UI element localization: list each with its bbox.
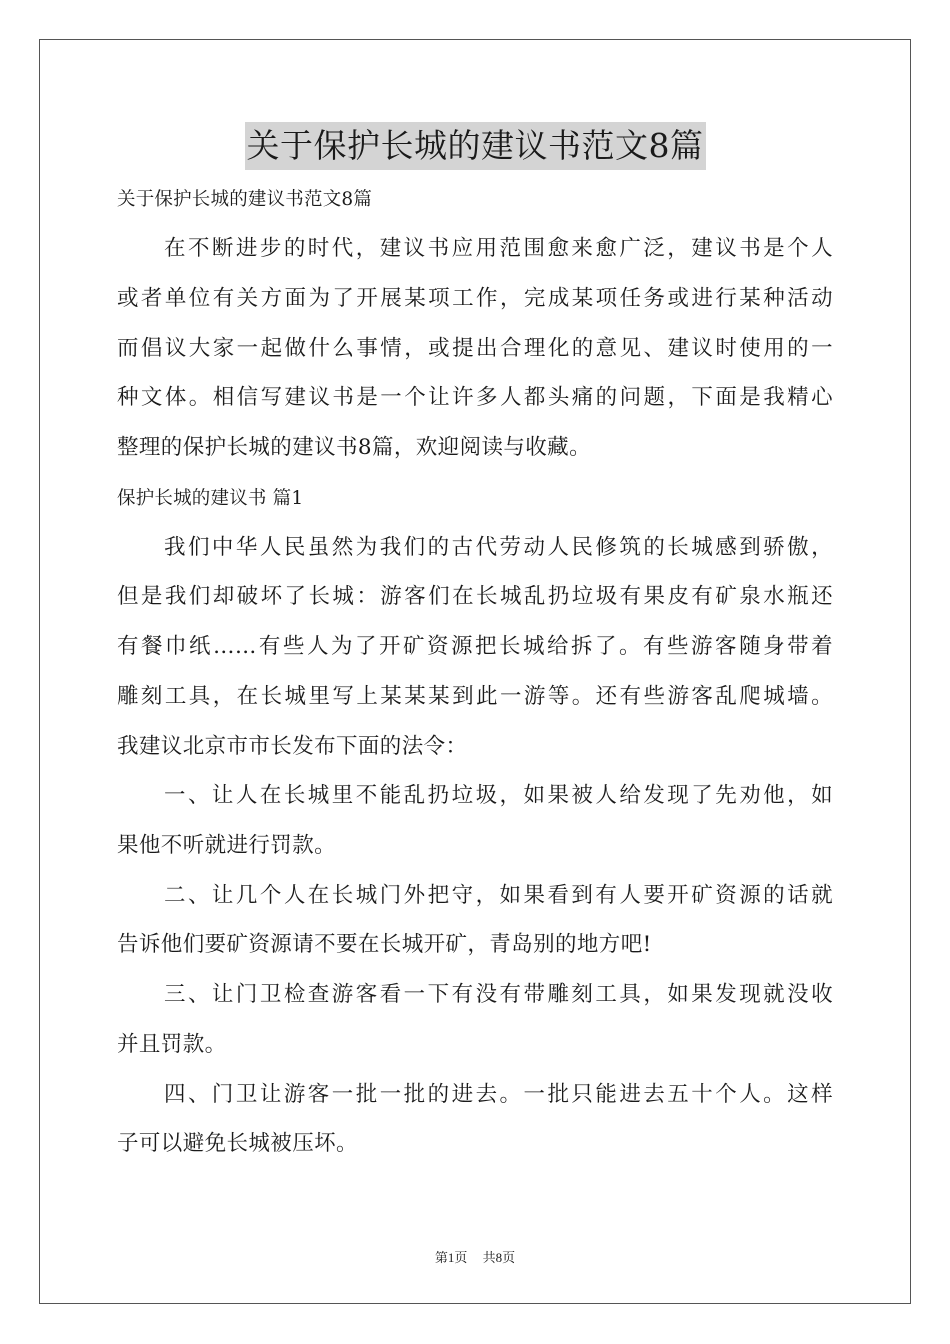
document-title: 关于保护长城的建议书范文8篇 [245, 122, 706, 170]
page-number: 第1页 [434, 1250, 468, 1265]
body-line: 子可以避免长城被压坏。 [117, 1131, 358, 1156]
page-border [39, 39, 911, 1304]
body-line: 四、门卫让游客一批一批的进去。一批只能进去五十个人。这样 [164, 1082, 833, 1107]
document-subtitle: 关于保护长城的建议书范文8篇 [117, 189, 373, 210]
body-line: 果他不听就进行罚款。 [117, 833, 337, 858]
body-line: 有餐巾纸……有些人为了开矿资源把长城给拆了。有些游客随身带着 [117, 634, 833, 659]
body-line: 告诉他们要矿资源请不要在长城开矿，青岛别的地方吧! [117, 932, 652, 957]
body-line: 一、让人在长城里不能乱扔垃圾，如果被人给发现了先劝他，如 [164, 783, 833, 808]
page-total: 共8页 [482, 1250, 516, 1265]
body-line: 三、让门卫检查游客看一下有没有带雕刻工具，如果发现就没收 [164, 982, 833, 1007]
title-container [0, 122, 950, 170]
body-line: 我建议北京市市长发布下面的法令： [117, 734, 468, 759]
intro-line: 或者单位有关方面为了开展某项工作，完成某项任务或进行某种活动 [117, 286, 833, 311]
body-line: 但是我们却破坏了长城：游客们在长城乱扔垃圾有果皮有矿泉水瓶还 [117, 584, 833, 609]
body-line: 雕刻工具，在长城里写上某某某到此一游等。还有些游客乱爬城墙。 [117, 684, 833, 709]
section-heading: 保护长城的建议书 篇1 [117, 488, 304, 509]
intro-line: 在不断进步的时代，建议书应用范围愈来愈广泛，建议书是个人 [164, 236, 833, 261]
body-line: 二、让几个人在长城门外把守，如果看到有人要开矿资源的话就 [164, 883, 833, 908]
intro-line: 种文体。相信写建议书是一个让许多人都头痛的问题，下面是我精心 [117, 385, 833, 410]
page-footer [0, 1250, 950, 1266]
body-line: 我们中华人民虽然为我们的古代劳动人民修筑的长城感到骄傲， [164, 535, 833, 560]
body-line: 并且罚款。 [117, 1032, 227, 1057]
intro-line: 而倡议大家一起做什么事情，或提出合理化的意见、建议时使用的一 [117, 336, 833, 361]
intro-line: 整理的保护长城的建议书8篇，欢迎阅读与收藏。 [117, 435, 591, 460]
